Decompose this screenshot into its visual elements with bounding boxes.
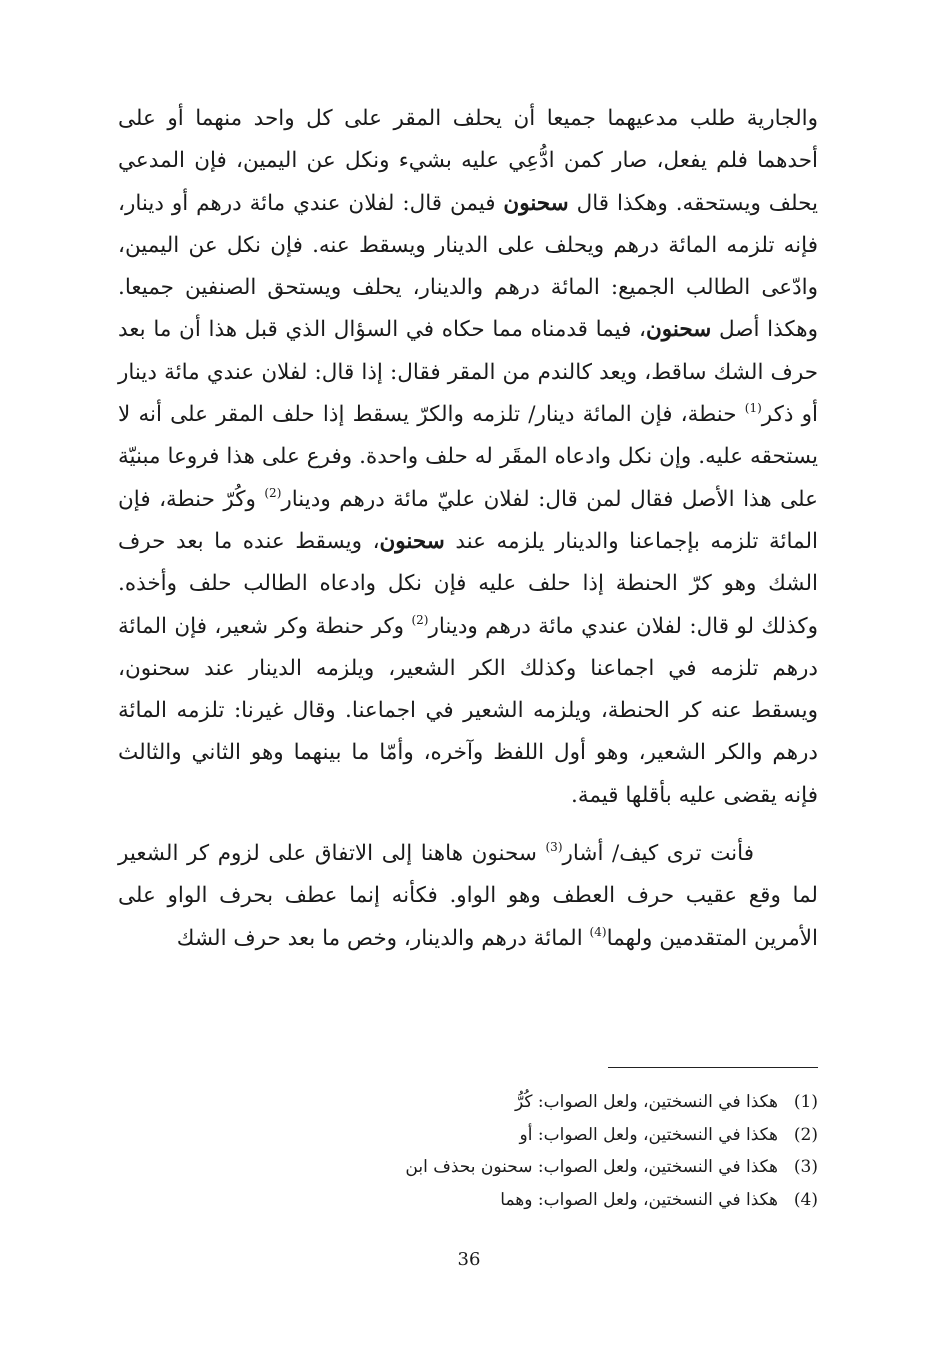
footnote-2 — [300, 1119, 818, 1152]
footnote-1 — [300, 1086, 818, 1119]
bold-name: سحنون — [379, 528, 445, 554]
footnote-number: (4) — [793, 1189, 818, 1210]
text-run: وكُرّ حنطة، فإن المائة تلزمه بإجماعنا والدينار يلزمه عند — [118, 486, 818, 554]
footnote-text: هكذا في النسختين، ولعل الصواب: وهما — [500, 1189, 778, 1210]
paragraph-2 — [118, 833, 818, 960]
text-run: حنطة، فإن المائة دينار/ تلزمه والكرّ يسقط إذا حلف المقر على أنه لا يستحقه عليه. وإن نكل وادعاه المقَر له حلف واحدة. وفرع على هذا فروعا مبنيّة على هذا الأصل فقال لمن قال: لفلان عليّ مائة درهم ودينار — [118, 402, 818, 512]
page-number: 36 — [457, 1249, 481, 1270]
footnotes — [300, 1086, 818, 1216]
text-run: ، فيما قدمناه مما حكاه في السؤال الذي قبل هذا أن ما بعد حرف الشك ساقط، ويعد كالندم من المقر فقال: إذا قال: لفلان عندي مائة دينار أو ذكر — [118, 317, 818, 428]
text-run: والجارية طلب مدعيهما جميعا أن يحلف المقر على كل واحد منهما أو على أحدهما فلم يفعل، صار كمن ادُّعِي عليه بشيء ونكل عن اليمين، فإن المدعي يحلف ويستحقه. وهكذا قال — [118, 106, 819, 216]
main-text — [118, 98, 818, 960]
paragraph-1 — [118, 98, 818, 817]
footnote-marker: (4) — [589, 924, 607, 939]
footnote-number: (1) — [793, 1092, 818, 1112]
footnote-3 — [300, 1151, 818, 1184]
footnote-marker: (1) — [744, 401, 762, 416]
text-run: المائة درهم والدينار، وخص ما بعد حرف الشك — [176, 925, 590, 951]
text-run: فيمن قال: لفلان عندي مائة درهم أو دينار، فإنه تلزمه المائة درهم ويحلف على الدينار ويسقط عنه. فإن نكل عن اليمين، وادّعى الطالب الجميع: المائة درهم والدينار، يحلف ويستحق الصنفين جميعا. وهكذا أصل — [118, 190, 818, 343]
footnote-text: هكذا في النسختين، ولعل الصواب: سحنون بحذف ابن — [405, 1157, 778, 1177]
text-run: ، ويسقط عنده ما بعد حرف الشك وهو كرّ الحنطة إذا حلف عليه فإن نكل وادعاه الطالب حلف وأخذه. وكذلك لو قال: لفلان عندي مائة درهم ودينار — [118, 528, 818, 639]
bold-name: سحنون — [645, 317, 712, 343]
footnote-text: هكذا في النسختين، ولعل الصواب: كُرُّ — [515, 1092, 778, 1112]
footnote-number: (3) — [793, 1157, 818, 1177]
footnote-marker: (2) — [411, 612, 429, 627]
footnote-marker: (2) — [264, 485, 282, 500]
text-run: فأنت ترى كيف/ أشار — [562, 841, 754, 867]
text-run: سحنون هاهنا إلى الاتفاق على لزوم كر الشعير لما وقع عقيب حرف العطف وهو الواو. فكأنه إنما عطف بحرف الواو على الأمرين المتقدمين ولهما — [118, 841, 818, 951]
footnote-separator — [608, 1067, 818, 1068]
footnote-text: هكذا في النسختين، ولعل الصواب: أو — [519, 1124, 778, 1145]
text-run: وكر حنطة وكر شعير، فإن المائة درهم تلزمه في اجماعنا وكذلك الكر الشعير، ويلزمه الدينار عند سحنون، ويسقط عنه كر الحنطة، ويلزمه الشعير في اجماعنا. وقال غيرنا: تلزمه المائة درهم والكر الشعير، وهو أول اللفظ وآخره، وأمّا ما بينهما وهو الثاني والثالث فإنه يقضى عليه بأقلها قيمة. — [118, 613, 818, 808]
footnote-number: (2) — [793, 1124, 818, 1145]
footnote-4 — [300, 1184, 818, 1217]
bold-name: سحنون — [503, 190, 569, 216]
footnote-marker: (3) — [545, 840, 563, 855]
